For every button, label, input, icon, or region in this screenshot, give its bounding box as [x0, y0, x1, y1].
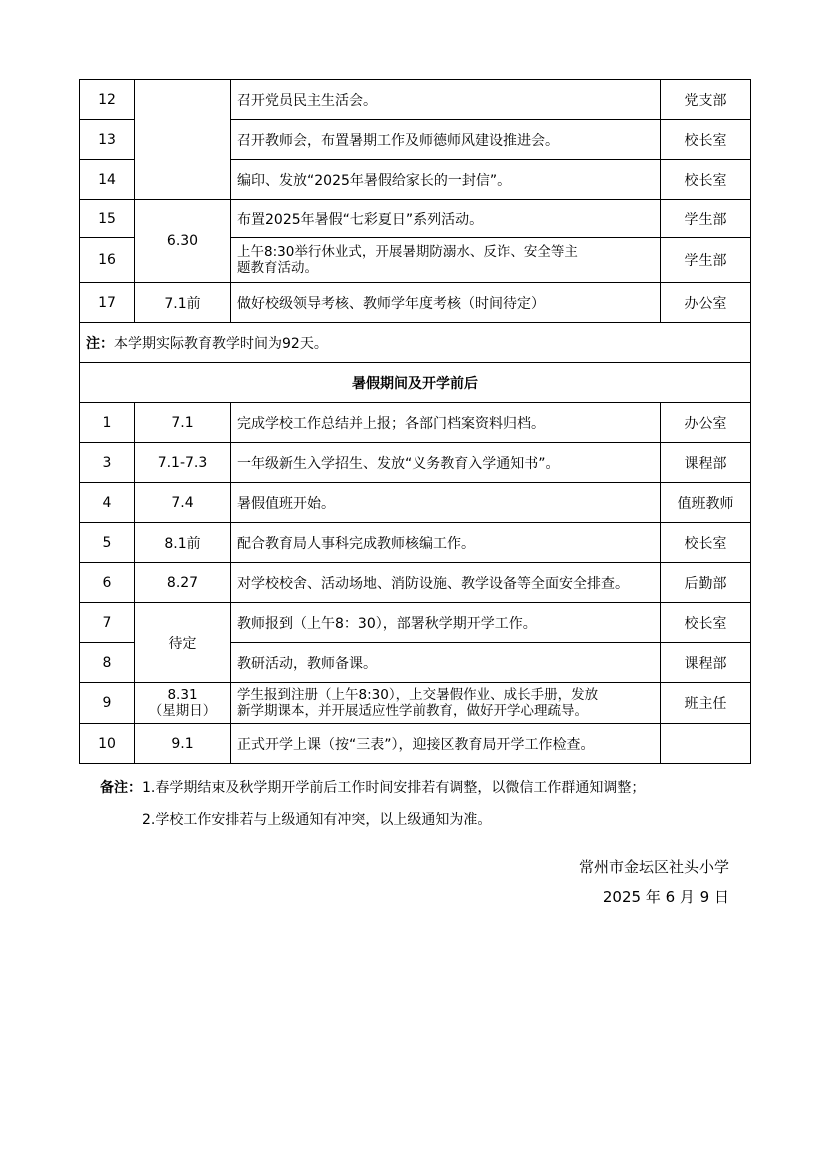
remarks-line-1 — [100, 772, 645, 804]
row-number: 16 — [80, 238, 135, 283]
note-row — [80, 323, 751, 363]
table-row — [80, 283, 751, 323]
row-number: 13 — [80, 120, 135, 160]
table-row — [80, 523, 751, 563]
row-department: 校长室 — [661, 523, 751, 563]
row-task: 召开教师会，布置暑期工作及师德师风建设推进会。 — [231, 120, 661, 160]
table-row — [80, 603, 751, 643]
remarks — [100, 772, 645, 836]
row-task: 正式开学上课（按“三表”），迎接区教育局开学工作检查。 — [231, 724, 661, 764]
table-row — [80, 724, 751, 764]
term-note — [80, 323, 751, 363]
row-date: 7.1 — [135, 403, 231, 443]
row-number: 15 — [80, 200, 135, 238]
note-text: 本学期实际教育教学时间为92天。 — [114, 335, 328, 352]
row-date-line: （星期日） — [148, 703, 217, 719]
row-task: 一年级新生入学招生、发放“义务教育入学通知书”。 — [231, 443, 661, 483]
row-number: 4 — [80, 483, 135, 523]
row-department: 校长室 — [661, 603, 751, 643]
table-row — [80, 563, 751, 603]
row-task: 完成学校工作总结并上报；各部门档案资料归档。 — [231, 403, 661, 443]
row-department: 后勤部 — [661, 563, 751, 603]
row-number: 8 — [80, 643, 135, 683]
row-date: 7.4 — [135, 483, 231, 523]
row-department: 校长室 — [661, 120, 751, 160]
table-row — [80, 403, 751, 443]
row-date: 待定 — [135, 603, 231, 683]
row-department: 学生部 — [661, 238, 751, 283]
row-number: 5 — [80, 523, 135, 563]
row-task — [231, 683, 661, 724]
row-task: 对学校校舍、活动场地、消防设施、教学设备等全面安全排查。 — [231, 563, 661, 603]
row-task: 编印、发放“2025年暑假给家长的一封信”。 — [231, 160, 661, 200]
row-department: 课程部 — [661, 643, 751, 683]
row-date: 7.1-7.3 — [135, 443, 231, 483]
table-row — [80, 683, 751, 724]
row-date: 8.27 — [135, 563, 231, 603]
row-task: 做好校级领导考核、教师学年度考核（时间待定） — [231, 283, 661, 323]
schedule-table — [79, 79, 751, 764]
row-number: 17 — [80, 283, 135, 323]
row-date: 7.1前 — [135, 283, 231, 323]
row-number: 3 — [80, 443, 135, 483]
row-date: 6.30 — [135, 200, 231, 283]
row-number: 14 — [80, 160, 135, 200]
row-date: 9.1 — [135, 724, 231, 764]
row-task: 教研活动，教师备课。 — [231, 643, 661, 683]
table-row — [80, 200, 751, 238]
row-date: 8.1前 — [135, 523, 231, 563]
row-task: 布置2025年暑假“七彩夏日”系列活动。 — [231, 200, 661, 238]
row-date-line: 8.31 — [167, 687, 198, 703]
table-row — [80, 483, 751, 523]
row-department: 课程部 — [661, 443, 751, 483]
row-task-line: 题教育活动。 — [237, 260, 318, 276]
signature-organization: 常州市金坛区社头小学 — [578, 858, 729, 876]
row-number: 6 — [80, 563, 135, 603]
row-department: 值班教师 — [661, 483, 751, 523]
note-label: 注： — [86, 335, 114, 352]
section-title: 暑假期间及开学前后 — [80, 363, 751, 403]
row-department: 党支部 — [661, 80, 751, 120]
signature-date: 2025 年 6 月 9 日 — [602, 888, 729, 906]
row-task — [231, 238, 661, 283]
table-row — [80, 80, 751, 120]
row-department: 校长室 — [661, 160, 751, 200]
row-task-line: 上午8:30举行休业式，开展暑期防溺水、反诈、安全等主 — [237, 244, 578, 260]
signature-block — [579, 852, 729, 912]
row-date — [135, 683, 231, 724]
remarks-text: 1.春学期结束及秋学期开学前后工作时间安排若有调整，以微信工作群通知调整； — [142, 780, 646, 796]
row-task: 召开党员民主生活会。 — [231, 80, 661, 120]
row-task-line: 学生报到注册（上午8:30），上交暑假作业、成长手册，发放 — [237, 687, 599, 703]
row-date — [135, 80, 231, 200]
row-task: 教师报到（上午8：30），部署秋学期开学工作。 — [231, 603, 661, 643]
row-task-line: 新学期课本，并开展适应性学前教育，做好开学心理疏导。 — [237, 703, 588, 719]
row-task: 暑假值班开始。 — [231, 483, 661, 523]
row-task: 配合教育局人事科完成教师核编工作。 — [231, 523, 661, 563]
remarks-line-2: 2.学校工作安排若与上级通知有冲突，以上级通知为准。 — [142, 812, 492, 828]
row-department: 办公室 — [661, 403, 751, 443]
row-number: 12 — [80, 80, 135, 120]
table-row — [80, 443, 751, 483]
row-department: 班主任 — [661, 683, 751, 724]
row-number: 9 — [80, 683, 135, 724]
row-number: 10 — [80, 724, 135, 764]
remarks-label: 备注： — [100, 780, 142, 796]
row-number: 7 — [80, 603, 135, 643]
row-department: 学生部 — [661, 200, 751, 238]
section-header-row — [80, 363, 751, 403]
row-department: 办公室 — [661, 283, 751, 323]
row-number: 1 — [80, 403, 135, 443]
row-department — [661, 724, 751, 764]
